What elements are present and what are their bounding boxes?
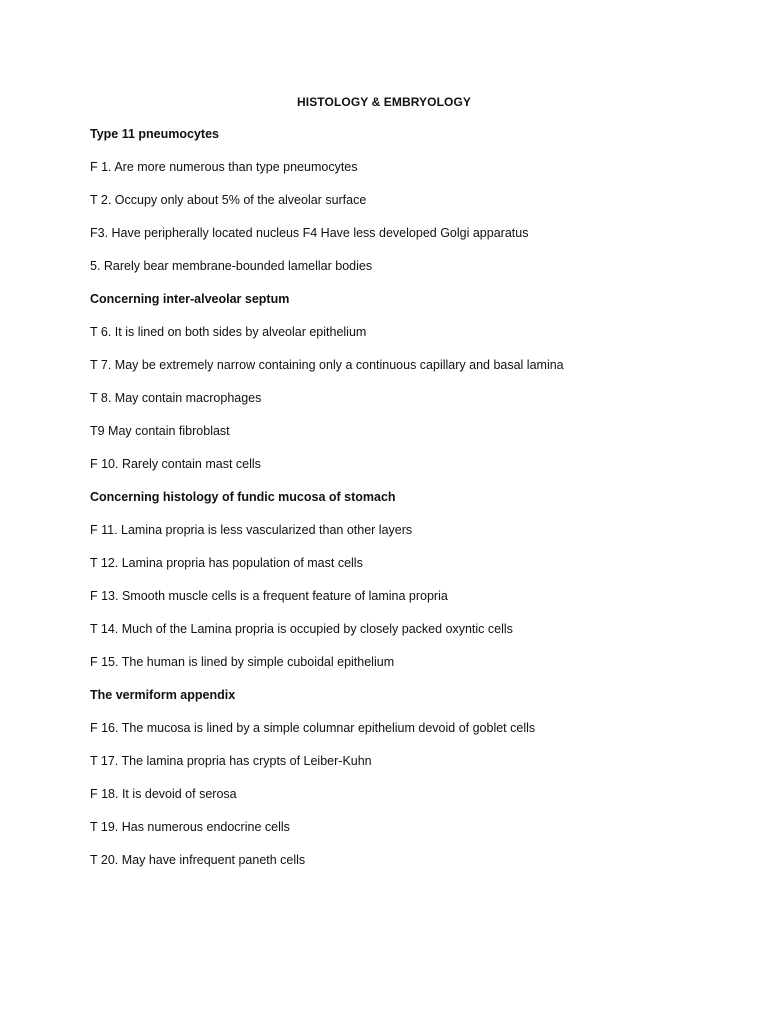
question-line: T 14. Much of the Lamina propria is occupied by closely packed oxyntic cells [90,622,513,636]
question-line: T 6. It is lined on both sides by alveolar epithelium [90,325,367,339]
section-heading: Type 11 pneumocytes [90,127,219,141]
section-heading: The vermiform appendix [90,688,236,702]
question-line: 5. Rarely bear membrane-bounded lamellar bodies [90,259,373,273]
question-line: F 16. The mucosa is lined by a simple columnar epithelium devoid of goblet cells [90,721,536,735]
question-line: F 15. The human is lined by simple cuboidal epithelium [90,655,395,669]
question-line: T 19. Has numerous endocrine cells [90,820,290,834]
question-line: T 20. May have infrequent paneth cells [90,853,306,867]
question-line: F 13. Smooth muscle cells is a frequent feature of lamina propria [90,589,448,603]
document-body [90,127,730,886]
question-line: T9 May contain fibroblast [90,424,230,438]
question-line: F 1. Are more numerous than type pneumocytes [90,160,358,174]
document-title: HISTOLOGY & EMBRYOLOGY [297,95,471,109]
question-line: F 11. Lamina propria is less vascularized than other layers [90,523,413,537]
question-line: T 8. May contain macrophages [90,391,262,405]
question-line: F 10. Rarely contain mast cells [90,457,261,471]
section-heading: Concerning inter-alveolar septum [90,292,290,306]
section-heading: Concerning histology of fundic mucosa of stomach [90,490,396,504]
question-line: T 17. The lamina propria has crypts of Leiber-Kuhn [90,754,372,768]
question-line: F 18. It is devoid of serosa [90,787,237,801]
question-line: T 12. Lamina propria has population of mast cells [90,556,363,570]
question-line: T 7. May be extremely narrow containing only a continuous capillary and basal lamina [90,358,564,372]
question-line: F3. Have peripherally located nucleus F4 Have less developed Golgi apparatus [90,226,529,240]
question-line: T 2. Occupy only about 5% of the alveolar surface [90,193,367,207]
